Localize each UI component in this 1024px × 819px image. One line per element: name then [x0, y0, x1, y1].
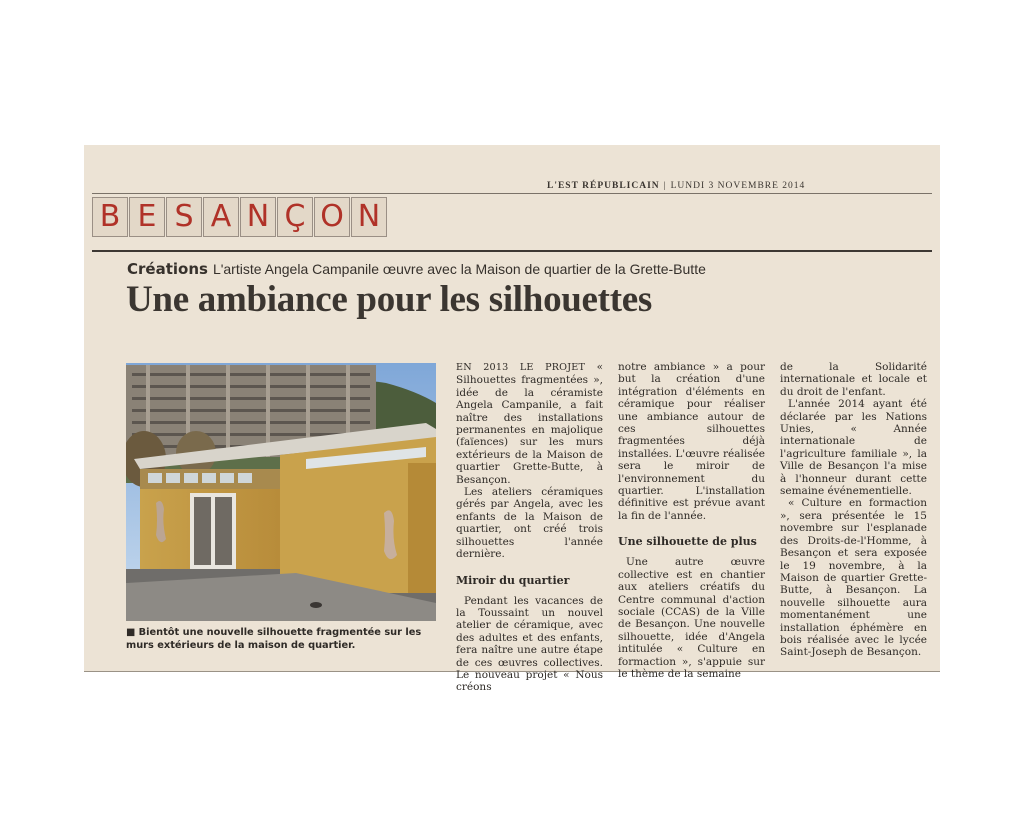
- publication-date: LUNDI 3 NOVEMBRE 2014: [670, 181, 806, 191]
- article-column-3: [780, 361, 927, 659]
- paragraph: de la Solidarité internationale et locale et du droit de l'enfant.: [780, 361, 927, 398]
- newspaper-clipping: [84, 145, 940, 694]
- masthead-separator: |: [663, 181, 667, 191]
- paragraph-text: « Silhouettes fragmentées », idée de la céramiste Angela Campanile, a fait naître des installations permanentes en majolique (faïences) sur les murs extérieurs de la Maison de quartier Grette-Butte, à Besançon.: [456, 361, 603, 486]
- section-letter: S: [166, 197, 202, 237]
- article-kicker: [127, 259, 706, 278]
- section-letter: E: [129, 197, 165, 237]
- article-photo: [126, 363, 436, 621]
- section-letter: N: [240, 197, 276, 237]
- photo-caption: ■ Bientôt une nouvelle silhouette fragmentée sur les murs extérieurs de la maison de quartier.: [126, 627, 422, 651]
- paragraph: Une autre œuvre collective est en chantier aux ateliers créatifs du Centre communal d'action sociale (CCAS) de la Ville de Besançon. Une nouvelle silhouette, idée d'Angela intitulée « Culture en formaction », s'appuie sur le thème de la semaine: [618, 556, 765, 680]
- section-title: [92, 197, 387, 237]
- section-letter: B: [92, 197, 128, 237]
- paragraph: Les ateliers céramiques gérés par Angela, avec les enfants de la Maison de quartier, ont créé trois silhouettes l'année dernière.: [456, 486, 603, 561]
- kicker-label: Créations: [127, 260, 208, 278]
- section-letter: O: [314, 197, 350, 237]
- top-rule: [92, 193, 932, 194]
- subheading: Miroir du quartier: [456, 573, 570, 587]
- masthead: [547, 181, 805, 191]
- paragraph: L'année 2014 ayant été déclarée par les Nations Unies, « Année internationale de l'agriculture familiale », la Ville de Besançon l'a mise à l'honneur durant cette semaine événementielle.: [780, 398, 927, 498]
- lead-caps: EN 2013 LE PROJET: [456, 362, 586, 373]
- paragraph: « Culture en formaction », sera présentée le 15 novembre sur l'esplanade des Droits-de-l'Homme, à Besançon et sera exposée le 19 novembre, à la Maison de quartier Grette-Butte, à Besançon. La nouvelle silhouette aura momentanément une installation éphémère en bois réalisée avec le lycée Saint-Joseph de Besançon.: [780, 497, 927, 659]
- section-letter: Ç: [277, 197, 313, 237]
- article-headline: Une ambiance pour les silhouettes: [126, 279, 652, 320]
- newspaper-name: L'EST RÉPUBLICAIN: [547, 181, 660, 191]
- section-letter: A: [203, 197, 239, 237]
- article-column-2: [618, 361, 765, 680]
- section-letter: N: [351, 197, 387, 237]
- paragraph: [456, 361, 603, 486]
- section-rule: [92, 250, 932, 252]
- article-column-1: [456, 361, 603, 694]
- paragraph: notre ambiance » a pour but la création d'une intégration d'éléments en céramique pour réaliser une ambiance autour de ces silhouettes fragmentées déjà installées. L'œuvre réalisée sera le miroir de l'environnement du quartier. L'installation définitive est prévue avant la fin de l'année.: [618, 361, 765, 522]
- kicker-text: L'artiste Angela Campanile œuvre avec la Maison de quartier de la Grette-Butte: [212, 261, 706, 277]
- subheading: Une silhouette de plus: [618, 535, 757, 549]
- paragraph: Pendant les vacances de la Toussaint un nouvel atelier de céramique, avec des adultes et des enfants, fera naître une autre étape de ces œuvres collectives. Le nouveau projet « Nous créons: [456, 594, 603, 694]
